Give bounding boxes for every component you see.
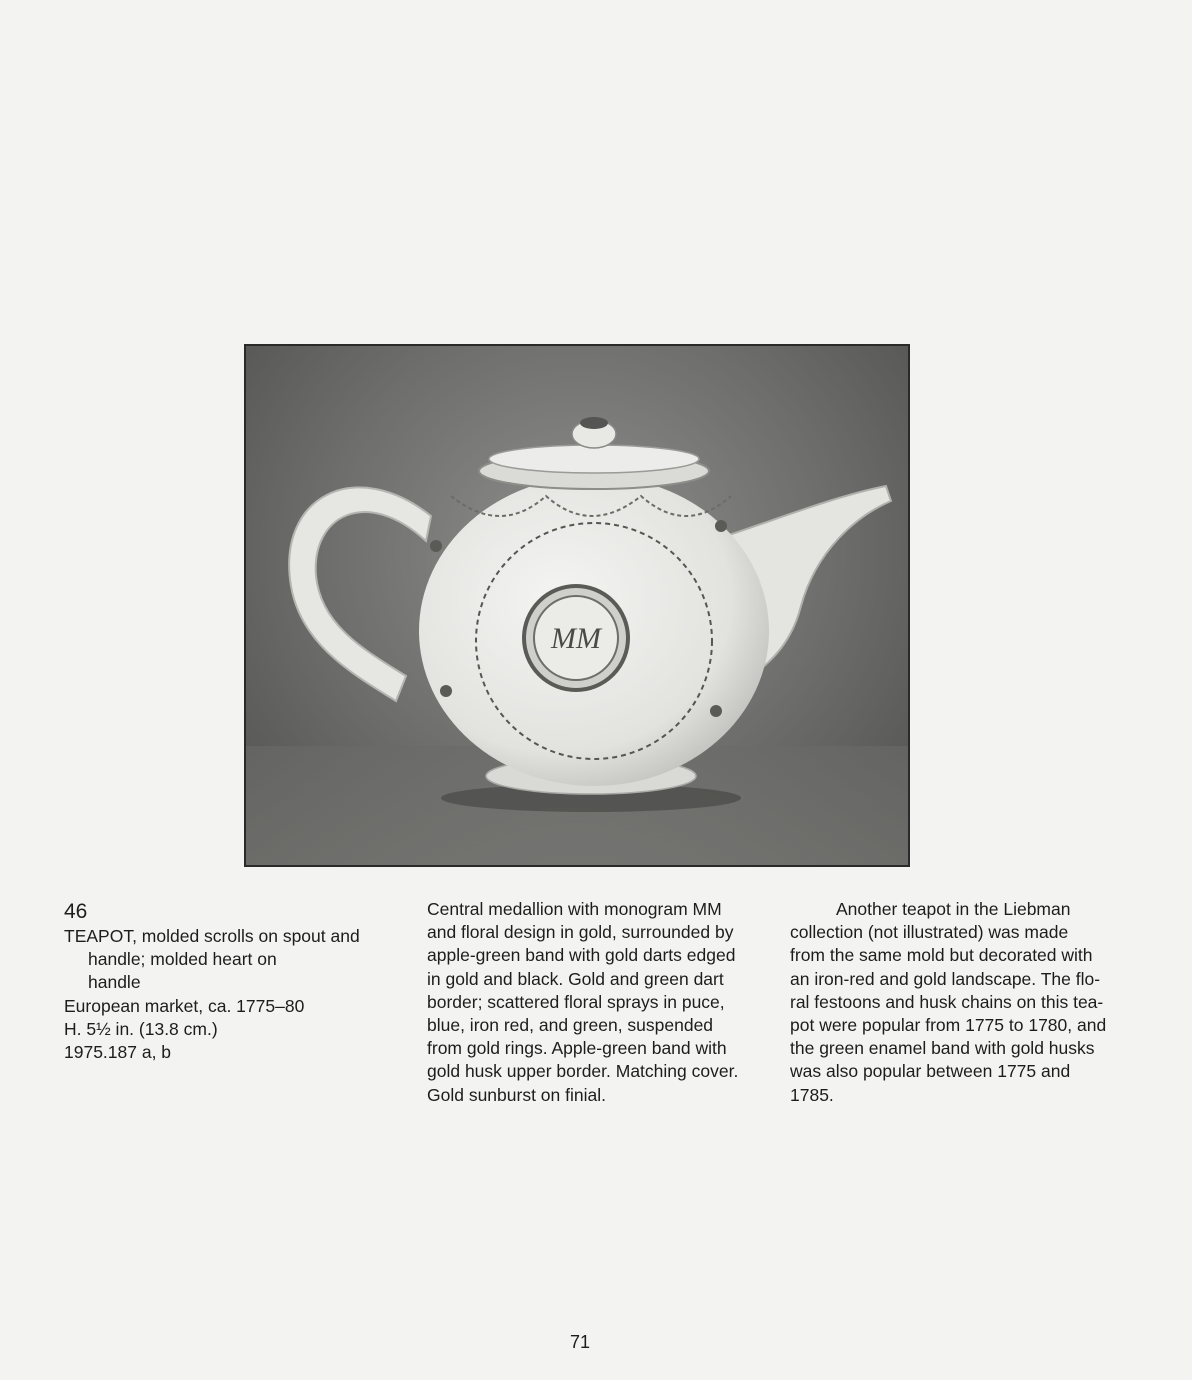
commentary-paragraph bbox=[790, 898, 1107, 1107]
entry-title-line: handle; molded heart on bbox=[88, 949, 277, 970]
description-line: apple-green band with gold darts edged bbox=[427, 945, 736, 966]
svg-text:MM: MM bbox=[551, 622, 601, 655]
page-number: 71 bbox=[569, 1332, 591, 1352]
commentary-line: ral festoons and husk chains on this tea- bbox=[790, 991, 1104, 1012]
entry-market: European market, ca. 1775–80 bbox=[64, 995, 305, 1016]
description-line: gold husk upper border. Matching cover. bbox=[427, 1061, 739, 1082]
commentary-line: from the same mold but decorated with bbox=[790, 945, 1093, 966]
commentary-line: the green enamel band with gold husks bbox=[790, 1038, 1095, 1059]
commentary-line: collection (not illustrated) was made bbox=[790, 922, 1069, 943]
commentary-line: pot were popular from 1775 to 1780, and bbox=[790, 1015, 1107, 1036]
description-line: and floral design in gold, surrounded by bbox=[427, 922, 734, 943]
teapot-photograph bbox=[244, 344, 910, 867]
catalogue-entry bbox=[64, 898, 384, 1064]
entry-dimensions: H. 5½ in. (13.8 cm.) bbox=[64, 1018, 218, 1039]
description-line: border; scattered floral sprays in puce, bbox=[427, 991, 725, 1012]
commentary-line: was also popular between 1775 and bbox=[790, 1061, 1071, 1082]
commentary-line: Another teapot in the Liebman bbox=[836, 899, 1071, 919]
entry-title-line: TEAPOT, molded scrolls on spout and bbox=[64, 926, 360, 946]
description-line: blue, iron red, and green, suspended bbox=[427, 1015, 714, 1036]
commentary-line: an iron-red and gold landscape. The flo- bbox=[790, 968, 1101, 989]
commentary-line: 1785. bbox=[790, 1084, 834, 1105]
description-paragraph bbox=[427, 898, 747, 1107]
description-line: Gold sunburst on finial. bbox=[427, 1084, 606, 1105]
description-line: Central medallion with monogram MM bbox=[427, 899, 722, 919]
entry-number: 46 bbox=[64, 900, 88, 923]
description-line: in gold and black. Gold and green dart bbox=[427, 968, 724, 989]
description-line: from gold rings. Apple-green band with bbox=[427, 1038, 727, 1059]
entry-accession-number: 1975.187 a, b bbox=[64, 1042, 172, 1063]
entry-title-line: handle bbox=[88, 972, 141, 993]
